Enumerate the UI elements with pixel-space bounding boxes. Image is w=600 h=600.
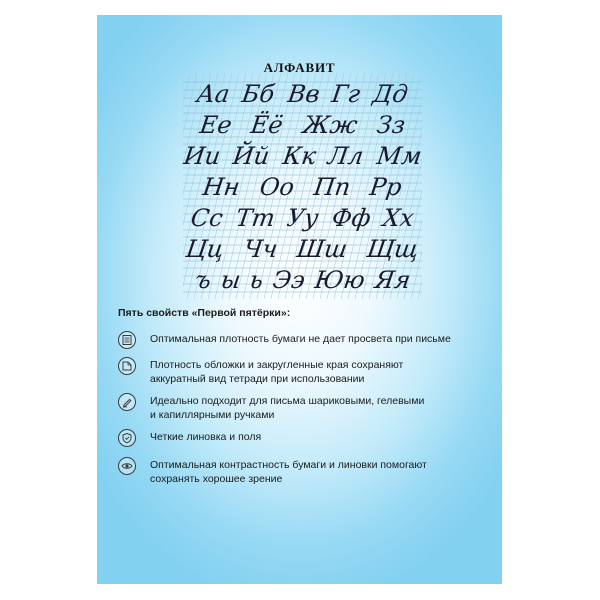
alphabet-row xyxy=(183,235,422,263)
letter-pair: ъ xyxy=(192,266,213,294)
property-line: Идеально подходит для письма шариковыми, гелевыми xyxy=(150,395,425,407)
corner-edit-icon xyxy=(118,357,136,375)
alphabet-row xyxy=(183,204,422,232)
letter-pair: Юю xyxy=(313,266,367,294)
property-line: Оптимальная плотность бумаги не дает просвета при письме xyxy=(150,333,451,345)
letter-pair: Ии xyxy=(181,142,223,170)
letter-pair: Жж xyxy=(301,111,360,139)
alphabet-row xyxy=(183,111,422,139)
letter-pair: Гг xyxy=(330,80,363,108)
letter-pair: Йй xyxy=(231,142,272,170)
letter-pair: Фф xyxy=(329,204,373,232)
letter-pair: Сс xyxy=(188,204,225,232)
shield-check-icon xyxy=(118,429,136,447)
alphabet-chart xyxy=(183,73,422,299)
letter-pair: Кк xyxy=(280,142,318,170)
letter-pair: ь xyxy=(248,266,266,294)
letter-pair: Аа xyxy=(194,80,232,108)
letter-pair: Яя xyxy=(373,266,413,294)
ruled-paper-icon xyxy=(118,331,136,349)
property-line: Плотность обложки и закругленные края сохраняют xyxy=(150,359,404,371)
property-line: аккуратный вид тетради при использовании xyxy=(150,373,365,385)
letter-pair: Ее xyxy=(197,111,234,139)
property-text xyxy=(150,358,490,386)
letter-pair: Нн xyxy=(201,173,242,201)
property-item xyxy=(118,357,488,389)
letter-pair: Цц xyxy=(184,235,226,263)
properties-heading: Пять свойств «Первой пятёрки»: xyxy=(118,307,291,319)
property-line: сохранять хорошее зрение xyxy=(150,473,283,485)
letter-pair: Зз xyxy=(375,111,408,139)
letter-pair: Шш xyxy=(295,235,350,263)
property-line: и капиллярными ручками xyxy=(150,409,275,421)
property-text xyxy=(150,394,490,422)
letter-pair: Ёё xyxy=(249,111,286,139)
letter-pair: Рр xyxy=(368,173,404,201)
letter-pair: Бб xyxy=(240,80,277,108)
alphabet-row xyxy=(183,80,422,108)
alphabet-row xyxy=(183,142,422,170)
letter-pair: Оо xyxy=(257,173,296,201)
letter-pair: Вв xyxy=(285,80,322,108)
letter-pair: Дд xyxy=(371,80,411,108)
letter-pair: Уу xyxy=(285,204,321,232)
eye-icon xyxy=(118,457,136,475)
letter-pair: Чч xyxy=(241,235,280,263)
property-line: Четкие линовка и поля xyxy=(150,431,262,443)
property-item xyxy=(118,393,488,425)
property-line: Оптимальная контрастность бумаги и линовки помогают xyxy=(150,459,427,471)
property-text xyxy=(150,332,490,346)
pen-icon xyxy=(118,393,136,411)
alphabet-title: АЛФАВИТ xyxy=(263,60,336,75)
alphabet-row xyxy=(183,173,422,201)
notebook-back-cover xyxy=(97,15,502,584)
letter-pair: Пп xyxy=(312,173,353,201)
letter-pair: Хх xyxy=(381,204,417,232)
letter-pair: Щщ xyxy=(365,235,421,263)
property-text xyxy=(150,430,490,444)
property-item xyxy=(118,457,488,489)
letter-pair: Тт xyxy=(233,204,277,232)
letter-pair: Лл xyxy=(326,142,366,170)
letter-pair: Мм xyxy=(374,142,424,170)
letter-pair: Ээ xyxy=(271,266,308,294)
alphabet-row xyxy=(183,266,422,294)
letter-pair: ы xyxy=(218,266,243,294)
property-text xyxy=(150,458,490,486)
